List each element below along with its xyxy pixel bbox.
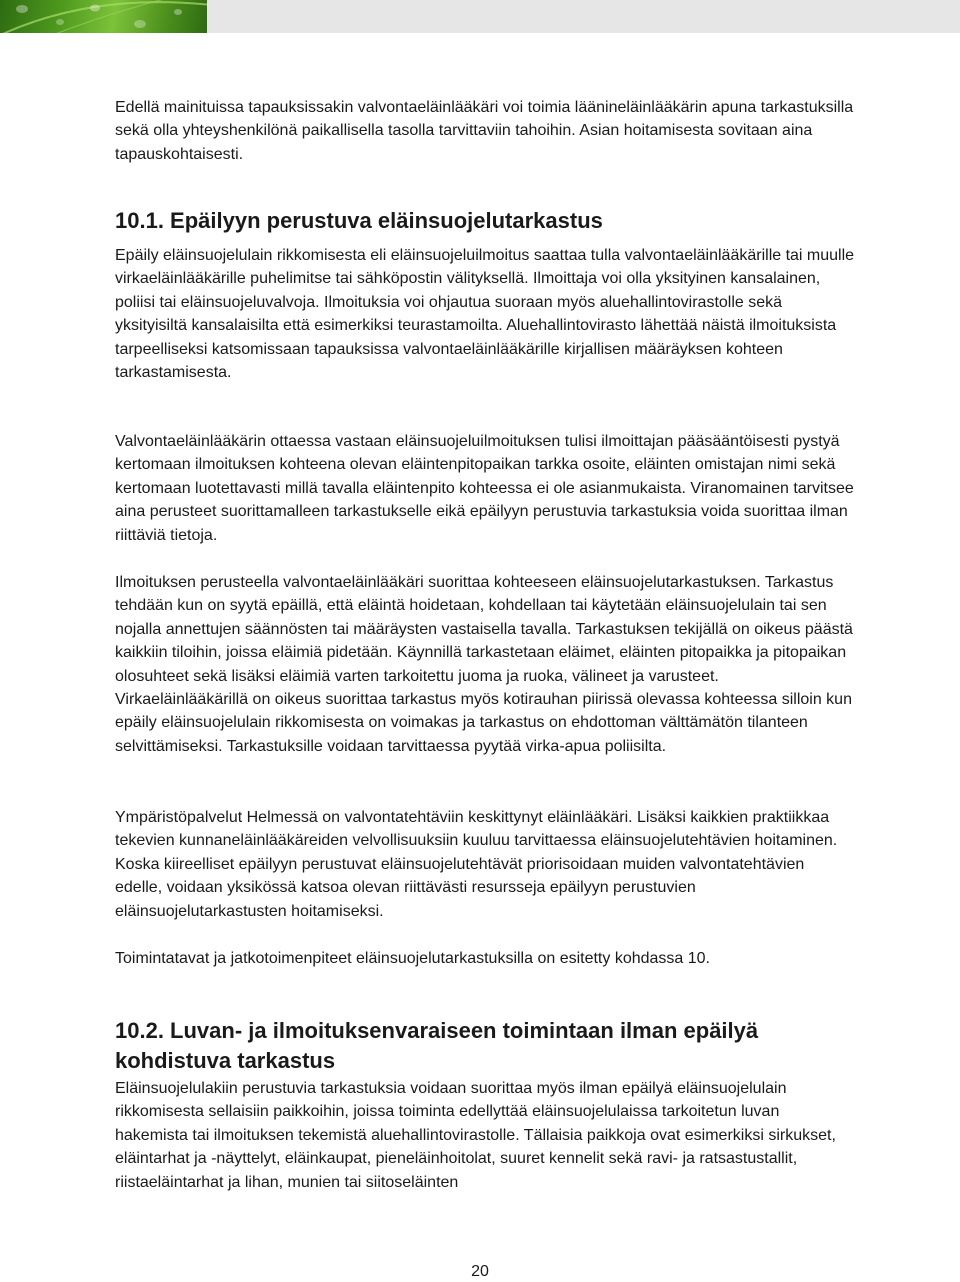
section-10-1-paragraph-5: Toimintatavat ja jatkotoimenpiteet eläinsuojelutarkastuksilla on esitetty kohdassa 10. <box>115 950 710 967</box>
section-10-1-paragraph-1: Epäily eläinsuojelulain rikkomisesta eli eläinsuojeluilmoitus saattaa tulla valvontaeläinlääkärille tai muulle virkaeläinlääkärille puhelimitse tai sähköpostin välityksellä. Ilmoittaja voi olla yksityinen kansalainen, poliisi tai eläinsuojeluvalvoja. Ilmoituksia voi ohjautua suoraan myös aluehallintovirastolle sekä yksityisiltä kansalaisilta että esimerkiksi teurastamoilta. Aluehallintovirasto lähettää näistä ilmoituksista tarpeelliseksi katsomissaan tapauksissa valvontaeläinlääkärille kirjallisen määräyksen kohteen tarkastamisesta. <box>115 247 855 382</box>
page-number: 20 <box>471 1263 489 1280</box>
intro-paragraph: Edellä mainituissa tapauksissakin valvontaeläinlääkäri voi toimia läänineläinlääkärin apuna tarkastuksilla sekä olla yhteyshenkilönä paikallisella tasolla tarvittaviin tahoihin. Asian hoitamisesta sovitaan aina tapauskohtaisesti. <box>115 99 854 163</box>
section-10-1-paragraph-3: Ilmoituksen perusteella valvontaeläinlääkäri suorittaa kohteeseen eläinsuojelutarkastuksen. Tarkastus tehdään kun on syytä epäillä, että eläintä hoidetaan, kohdellaan tai käytetään eläinsuojelulain tai sen nojalla annettujen säännösten tai määräysten vastaisella tavalla. Tarkastuksen tekijällä on oikeus päästä kaikkiin tiloihin, joissa eläimiä pidetään. Käynnillä tarkastetaan eläimet, eläinten pitopaikka ja pitopaikan olosuhteet sekä lisäksi eläimiä varten tarkoitettu juoma ja ruoka, välineet ja varusteet. Virkaeläinlääkärillä on oikeus suorittaa tarkastus myös kotirauhan piirissä olevassa kohteessa silloin kun epäily eläinsuojelulain rikkomisesta on voimakas ja tarkastus on ehdottoman välttämätön tilanteen selvittämiseksi. Tarkastuksille voidaan tarvittaessa pyytää virka-apua poliisilta. <box>115 574 853 755</box>
section-10-2-paragraph-1: Eläinsuojelulakiin perustuvia tarkastuksia voidaan suorittaa myös ilman epäilyä eläinsuojelulain rikkomisesta sellaisiin paikkoihin, joissa toiminta edellyttää eläinsuojelulaissa tarkoitetun luvan hakemista tai ilmoituksen tekemistä aluehallintovirastolle. Tällaisia paikkoja ovat esimerkiksi sirkukset, eläintarhat ja -näyttelyt, eläinkaupat, pieneläinhoitolat, suuret kennelit sekä ravi- ja ratsastustallit, riistaeläintarhat ja lihan, munien tai siitoseläinten <box>115 1080 836 1191</box>
section-10-1-paragraph-2: Valvontaeläinlääkärin ottaessa vastaan eläinsuojeluilmoituksen tulisi ilmoittajan pääsääntöisesti pystyä kertomaan ilmoituksen kohteena olevan eläintenpitopaikan tarkka osoite, eläinten omistajan nimi sekä kertomaan luotettavasti millä tavalla eläintenpito kohteessa ei ole asianmukaista. Viranomainen tarvitsee aina perusteet suorittamalleen tarkastukselle eikä epäilyyn perustuvia tarkastuksia voida suorittaa ilman riittäviä tietoja. <box>115 433 854 544</box>
section-heading-10-1: 10.1. Epäilyyn perustuva eläinsuojelutarkastus <box>115 208 603 233</box>
leaf-header-image <box>0 0 207 33</box>
section-10-1-paragraph-4: Ympäristöpalvelut Helmessä on valvontatehtäviin keskittynyt eläinlääkäri. Lisäksi kaikkien praktiikkaa tekevien kunnaneläinlääkäreiden velvollisuuksiin kuuluu tarvittaessa eläinsuojelutehtävien hoitaminen. Koska kiireelliset epäilyyn perustuvat eläinsuojelutehtävät priorisoidaan muiden valvontatehtävien edelle, voidaan yksikössä katsoa olevan riittävästi resursseja epäilyyn perustuvien eläinsuojelutarkastusten hoitamiseksi. <box>115 809 838 920</box>
section-heading-10-2: 10.2. Luvan- ja ilmoituksenvaraiseen toimintaan ilman epäilyä kohdistuva tarkastus <box>115 1018 759 1073</box>
